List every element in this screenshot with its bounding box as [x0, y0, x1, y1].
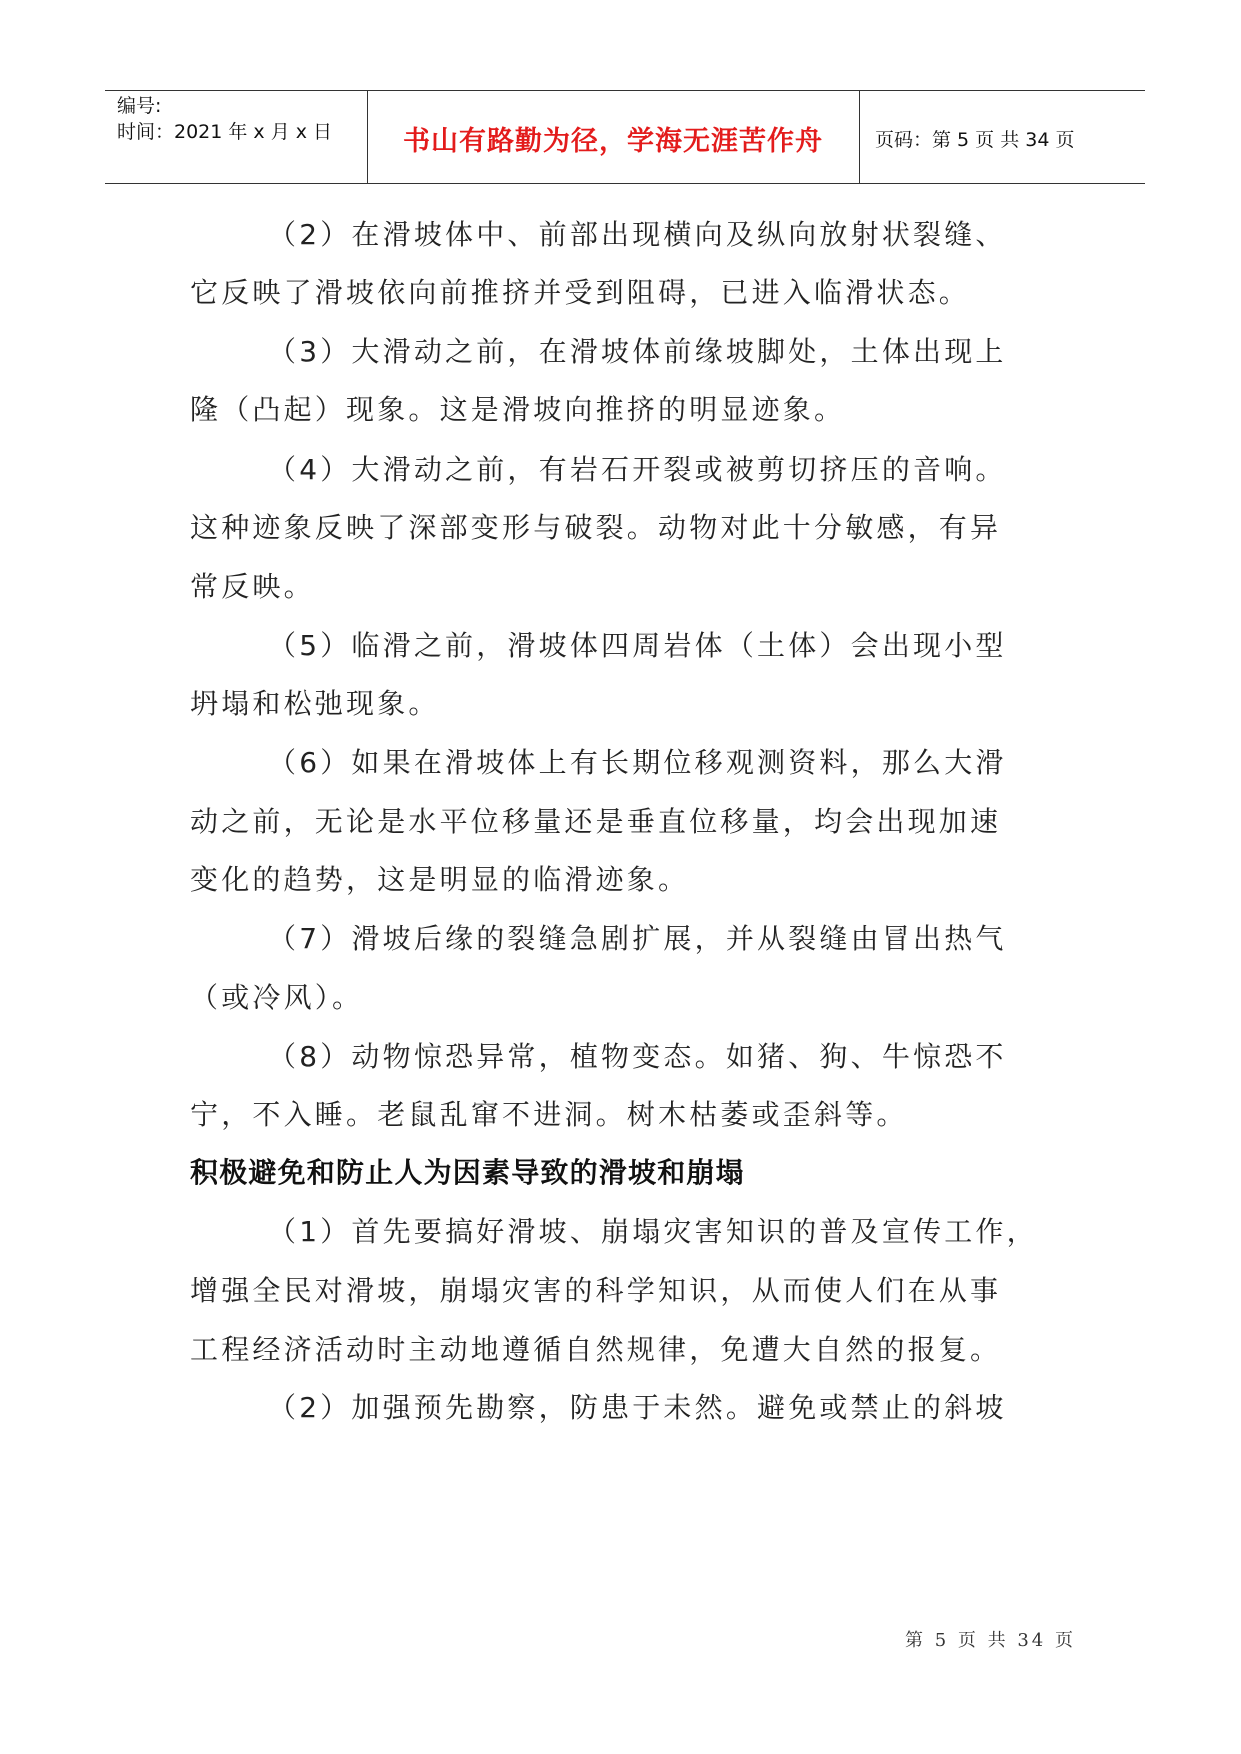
body-line: （3）大滑动之前，在滑坡体前缘坡脚处，土体出现上	[268, 335, 1007, 368]
body-line: （7）滑坡后缘的裂缝急剧扩展，并从裂缝由冒出热气	[268, 922, 1007, 955]
time-label: 时间：2021 年 x 月 x 日	[117, 121, 333, 143]
document-header	[105, 90, 1145, 184]
header-divider	[859, 91, 860, 183]
section-heading: 积极避免和防止人为因素导致的滑坡和崩塌	[190, 1156, 745, 1189]
body-line: 工程经济活动时主动地遵循自然规律，免遭大自然的报复。	[190, 1333, 1002, 1366]
body-line: 增强全民对滑坡，崩塌灾害的科学知识，从而使人们在从事	[190, 1274, 1002, 1307]
body-line: （4）大滑动之前，有岩石开裂或被剪切挤压的音响。	[268, 453, 1007, 486]
body-line: 这种迹象反映了深部变形与破裂。动物对此十分敏感，有异	[190, 511, 1002, 544]
body-line: （1）首先要搞好滑坡、崩塌灾害知识的普及宣传工作，	[268, 1215, 1038, 1248]
body-line: 隆（凸起）现象。这是滑坡向推挤的明显迹象。	[190, 393, 846, 426]
header-motto: 书山有路勤为径，学海无涯苦作舟	[403, 126, 823, 157]
body-line: （2）在滑坡体中、前部出现横向及纵向放射状裂缝、	[268, 218, 1007, 251]
number-label: 编号:	[117, 95, 162, 117]
body-line: 常反映。	[190, 570, 315, 603]
page-footer: 第 5 页 共 34 页	[905, 1630, 1076, 1651]
body-line: 变化的趋势，这是明显的临滑迹象。	[190, 863, 690, 896]
body-line: （5）临滑之前，滑坡体四周岩体（土体）会出现小型	[268, 629, 1007, 662]
header-meta	[117, 93, 332, 145]
body-line: （6）如果在滑坡体上有长期位移观测资料，那么大滑	[268, 746, 1007, 779]
body-line: 动之前，无论是水平位移量还是垂直位移量，均会出现加速	[190, 805, 1002, 838]
body-line: 它反映了滑坡依向前推挤并受到阻碍，已进入临滑状态。	[190, 276, 971, 309]
body-line: 宁，不入睡。老鼠乱窜不进洞。树木枯萎或歪斜等。	[190, 1098, 908, 1131]
body-line: （2）加强预先勘察，防患于未然。避免或禁止的斜坡	[268, 1391, 1007, 1424]
body-line: 坍塌和松弛现象。	[190, 687, 440, 720]
body-line: （或冷风）。	[190, 981, 364, 1014]
header-page-label: 页码：第 5 页 共 34 页	[875, 129, 1075, 151]
body-line: （8）动物惊恐异常，植物变态。如猪、狗、牛惊恐不	[268, 1040, 1007, 1073]
